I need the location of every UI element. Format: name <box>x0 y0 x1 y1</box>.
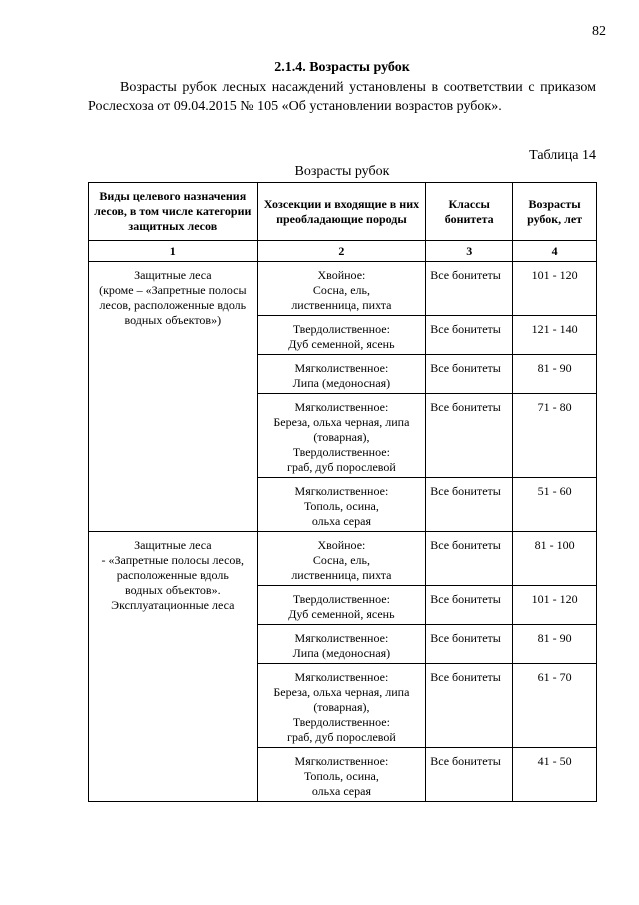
forest-category-cell <box>89 262 258 532</box>
section-title: 2.1.4. Возрасты рубок <box>274 60 410 75</box>
species-line: Сосна, ель, <box>312 283 370 297</box>
species-line: ольха серая <box>311 784 371 798</box>
species-cell <box>257 625 426 664</box>
bonitet-cell: Все бонитеты <box>426 586 513 625</box>
column-number: 4 <box>513 241 597 262</box>
species-line: Твердолиственное: <box>292 715 390 729</box>
intro-paragraph: Возрасты рубок лесных насаждений установлены в соответствии с приказом Рослесхоза от 09.04.2015 № 105 «Об установлении возрастов рубок». <box>88 80 596 114</box>
bonitet-cell: Все бонитеты <box>426 664 513 748</box>
forest-category-line: лесов, расположенные вдоль <box>99 298 247 312</box>
bonitet-cell: Все бонитеты <box>426 316 513 355</box>
species-line: Дуб семенной, ясень <box>288 337 395 351</box>
column-number-row <box>89 241 597 262</box>
cutting-age-cell: 101 - 120 <box>513 586 597 625</box>
species-line: граб, дуб порослевой <box>287 730 396 744</box>
cutting-age-cell: 61 - 70 <box>513 664 597 748</box>
bonitet-cell: Все бонитеты <box>426 478 513 532</box>
species-cell <box>257 532 426 586</box>
forest-category-line: Защитные леса <box>134 268 212 282</box>
column-number: 3 <box>426 241 513 262</box>
column-number: 2 <box>257 241 426 262</box>
forest-category-line: - «Запретные полосы лесов, <box>101 553 245 567</box>
species-line: Мягколиственное: <box>294 361 389 375</box>
species-line: лиственница, пихта <box>291 568 392 582</box>
forest-category-line: расположенные вдоль <box>116 568 229 582</box>
species-line: Твердолиственное: <box>292 322 390 336</box>
species-line: Твердолиственное: <box>292 445 390 459</box>
forest-category-line: водных объектов») <box>124 313 222 327</box>
species-line: Мягколиственное: <box>294 400 389 414</box>
forest-category-line: Защитные леса <box>134 538 212 552</box>
bonitet-cell: Все бонитеты <box>426 748 513 802</box>
bonitet-cell: Все бонитеты <box>426 625 513 664</box>
header-species-sections: Хозсекции и входящие в них преобладающие породы <box>257 183 426 241</box>
species-line: (товарная), <box>313 430 370 444</box>
cutting-age-cell: 121 - 140 <box>513 316 597 355</box>
species-line: Береза, ольха черная, липа <box>273 685 410 699</box>
species-line: Хвойное: <box>317 268 366 282</box>
species-cell <box>257 316 426 355</box>
species-line: Твердолиственное: <box>292 592 390 606</box>
species-cell <box>257 664 426 748</box>
species-line: лиственница, пихта <box>291 298 392 312</box>
header-forest-purpose: Виды целевого назначения лесов, в том числе категории защитных лесов <box>89 183 258 241</box>
species-cell <box>257 748 426 802</box>
species-line: Мягколиственное: <box>294 484 389 498</box>
cutting-age-cell: 81 - 90 <box>513 355 597 394</box>
cutting-age-cell: 71 - 80 <box>513 394 597 478</box>
forest-category-cell <box>89 532 258 802</box>
species-line: Сосна, ель, <box>312 553 370 567</box>
table-label: Таблица 14 <box>529 148 596 163</box>
species-line: Липа (медоносная) <box>292 646 391 660</box>
forest-category-line: (кроме – «Запретные полосы <box>99 283 247 297</box>
page-number: 82 <box>592 24 606 39</box>
cutting-age-cell: 51 - 60 <box>513 478 597 532</box>
cutting-age-cell: 41 - 50 <box>513 748 597 802</box>
cutting-age-cell: 81 - 90 <box>513 625 597 664</box>
species-cell <box>257 262 426 316</box>
forest-category-line: водных объектов». <box>125 583 221 597</box>
bonitet-cell: Все бонитеты <box>426 262 513 316</box>
bonitet-cell: Все бонитеты <box>426 355 513 394</box>
table-caption: Возрасты рубок <box>294 164 390 179</box>
species-cell <box>257 394 426 478</box>
cutting-age-cell: 81 - 100 <box>513 532 597 586</box>
header-bonitet-classes: Классы бонитета <box>426 183 513 241</box>
forest-category-line: Эксплуатационные леса <box>111 598 235 612</box>
bonitet-cell: Все бонитеты <box>426 532 513 586</box>
table-header-row <box>89 183 597 241</box>
species-cell <box>257 478 426 532</box>
species-line: Тополь, осина, <box>303 769 379 783</box>
species-line: Мягколиственное: <box>294 670 389 684</box>
species-line: Хвойное: <box>317 538 366 552</box>
species-line: Береза, ольха черная, липа <box>273 415 410 429</box>
table-row <box>89 262 597 316</box>
species-cell <box>257 586 426 625</box>
species-line: Дуб семенной, ясень <box>288 607 395 621</box>
species-line: Мягколиственное: <box>294 754 389 768</box>
header-cutting-age: Возрасты рубок, лет <box>513 183 597 241</box>
species-line: Мягколиственное: <box>294 631 389 645</box>
species-line: (товарная), <box>313 700 370 714</box>
species-cell <box>257 355 426 394</box>
species-line: Липа (медоносная) <box>292 376 391 390</box>
table-row <box>89 532 597 586</box>
species-line: ольха серая <box>311 514 371 528</box>
bonitet-cell: Все бонитеты <box>426 394 513 478</box>
species-line: Тополь, осина, <box>303 499 379 513</box>
cutting-age-cell: 101 - 120 <box>513 262 597 316</box>
column-number: 1 <box>89 241 258 262</box>
species-line: граб, дуб порослевой <box>287 460 396 474</box>
cutting-age-table <box>88 182 597 802</box>
